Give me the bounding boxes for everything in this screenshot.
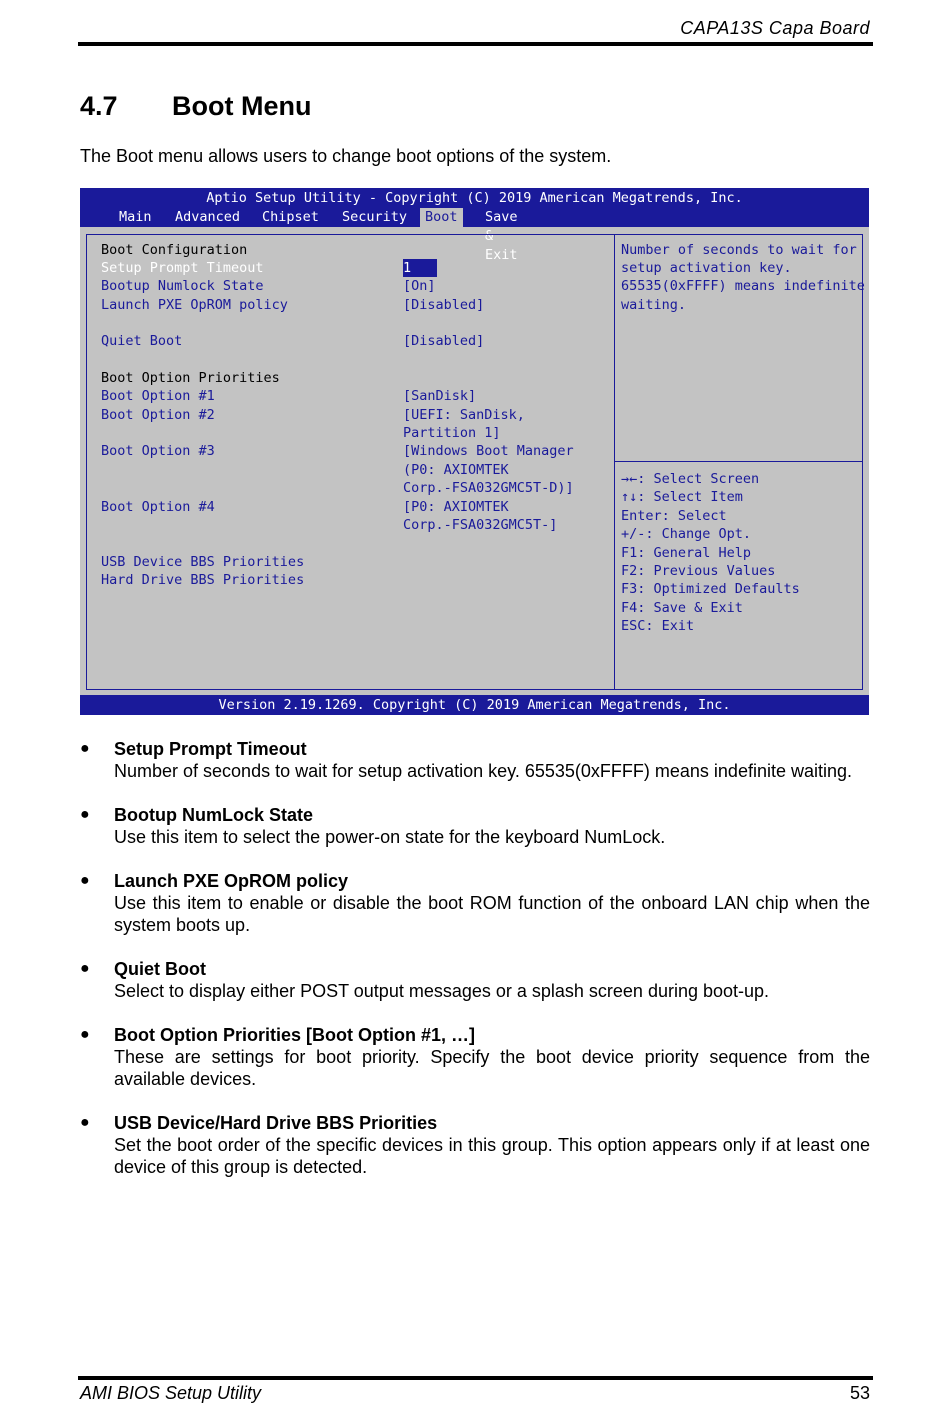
- boot-option-2-item[interactable]: Boot Option #2: [101, 407, 215, 423]
- help-text-line: Number of seconds to wait for: [621, 242, 857, 258]
- hdd-bbs-priorities-item[interactable]: Hard Drive BBS Priorities: [101, 572, 305, 588]
- key-legend-line: F2: Previous Values: [621, 563, 776, 579]
- header-rule: [78, 42, 873, 46]
- list-item: [80, 738, 870, 782]
- key-legend-line: ESC: Exit: [621, 618, 695, 634]
- option-descriptions: [80, 738, 870, 1200]
- list-item-title: Boot Option Priorities [Boot Option #1, …]: [114, 1025, 475, 1045]
- footer-chapter-title: AMI BIOS Setup Utility: [80, 1383, 262, 1403]
- boot-option-4-item[interactable]: Boot Option #4: [101, 499, 215, 515]
- bios-screenshot: [80, 188, 869, 715]
- list-item: [80, 804, 870, 848]
- key-legend-line: →←: Select Screen: [621, 471, 760, 487]
- list-item-title: Launch PXE OpROM policy: [114, 871, 349, 891]
- boot-option-priorities-heading: Boot Option Priorities: [101, 370, 280, 386]
- bios-help-panel: [615, 234, 863, 462]
- list-item-description: These are settings for boot priority. Specify the boot device priority sequence from the available devices.: [114, 1047, 870, 1089]
- setup-prompt-timeout-value[interactable]: 1: [403, 259, 437, 277]
- key-legend-line: F4: Save & Exit: [621, 600, 743, 616]
- tab-main[interactable]: Main: [119, 209, 152, 225]
- list-item-title: USB Device/Hard Drive BBS Priorities: [114, 1113, 438, 1133]
- tab-boot[interactable]: Boot: [420, 208, 463, 227]
- section-number: 4.7: [80, 91, 118, 121]
- page-number: 53: [849, 1383, 870, 1403]
- quiet-boot-value[interactable]: [Disabled]: [403, 333, 485, 349]
- boot-option-3-value-cont: (P0: AXIOMTEK: [403, 462, 509, 478]
- list-item: [80, 1112, 870, 1178]
- tab-security[interactable]: Security: [342, 209, 408, 225]
- list-item-title: Setup Prompt Timeout: [114, 739, 307, 759]
- bullet-icon: ●: [80, 872, 90, 889]
- key-legend-line: F3: Optimized Defaults: [621, 581, 800, 597]
- bullet-icon: ●: [80, 740, 90, 757]
- boot-option-3-value[interactable]: [Windows Boot Manager: [403, 443, 574, 459]
- boot-option-2-value-cont: Partition 1]: [403, 425, 501, 441]
- help-text-line: 65535(0xFFFF) means indefinite: [621, 278, 865, 294]
- section-heading: [80, 91, 311, 122]
- launch-pxe-value[interactable]: [Disabled]: [403, 297, 485, 313]
- list-item-title: Quiet Boot: [114, 959, 206, 979]
- key-legend-line: Enter: Select: [621, 508, 727, 524]
- list-item-description: Select to display either POST output messages or a splash screen during boot-up.: [114, 981, 770, 1001]
- tab-advanced[interactable]: Advanced: [175, 209, 241, 225]
- list-item-description: Number of seconds to wait for setup activation key. 65535(0xFFFF) means indefinite waiting.: [114, 761, 853, 781]
- section-title: Boot Menu: [172, 91, 312, 121]
- list-item-description: Use this item to enable or disable the boot ROM function of the onboard LAN chip when the system boots up.: [114, 893, 870, 935]
- bios-settings-panel: [86, 234, 615, 690]
- boot-option-3-value-cont: Corp.-FSA032GMC5T-D)]: [403, 480, 574, 496]
- list-item: [80, 958, 870, 1002]
- boot-option-2-value[interactable]: [UEFI: SanDisk,: [403, 407, 525, 423]
- list-item-title: Bootup NumLock State: [114, 805, 314, 825]
- document-header-title: CAPA13S Capa Board: [680, 18, 870, 38]
- quiet-boot-item[interactable]: Quiet Boot: [101, 333, 183, 349]
- tab-save-exit[interactable]: Save & Exit: [485, 209, 518, 263]
- list-item-description: Set the boot order of the specific devices in this group. This option appears only if at least one device of this group is detected.: [114, 1135, 870, 1177]
- launch-pxe-item[interactable]: Launch PXE OpROM policy: [101, 297, 288, 313]
- help-text-line: waiting.: [621, 297, 687, 313]
- list-item: [80, 870, 870, 936]
- bootup-numlock-value[interactable]: [On]: [403, 278, 436, 294]
- bullet-icon: ●: [80, 960, 90, 977]
- bios-key-legend: [615, 461, 863, 690]
- help-text-line: setup activation key.: [621, 260, 792, 276]
- bullet-icon: ●: [80, 1026, 90, 1043]
- key-legend-line: F1: General Help: [621, 545, 752, 561]
- key-legend-line: +/-: Change Opt.: [621, 526, 752, 542]
- boot-configuration-heading: Boot Configuration: [101, 242, 248, 258]
- bios-version-bar: Version 2.19.1269. Copyright (C) 2019 American Megatrends, Inc.: [80, 695, 869, 715]
- bios-title: Aptio Setup Utility - Copyright (C) 2019 American Megatrends, Inc.: [206, 190, 743, 206]
- bullet-icon: ●: [80, 806, 90, 823]
- key-legend-line: ↑↓: Select Item: [621, 489, 743, 505]
- tab-chipset[interactable]: Chipset: [262, 209, 319, 225]
- list-item-description: Use this item to select the power-on state for the keyboard NumLock.: [114, 827, 666, 847]
- boot-option-1-item[interactable]: Boot Option #1: [101, 388, 215, 404]
- usb-bbs-priorities-item[interactable]: USB Device BBS Priorities: [101, 554, 305, 570]
- footer-rule: [78, 1376, 873, 1380]
- bullet-icon: ●: [80, 1114, 90, 1131]
- boot-option-4-value-cont: Corp.-FSA032GMC5T-]: [403, 517, 558, 533]
- setup-prompt-timeout-item[interactable]: Setup Prompt Timeout: [101, 260, 264, 276]
- bootup-numlock-item[interactable]: Bootup Numlock State: [101, 278, 264, 294]
- boot-option-3-item[interactable]: Boot Option #3: [101, 443, 215, 459]
- list-item: [80, 1024, 870, 1090]
- boot-option-1-value[interactable]: [SanDisk]: [403, 388, 477, 404]
- section-intro: The Boot menu allows users to change boot options of the system.: [80, 146, 612, 166]
- boot-option-4-value[interactable]: [P0: AXIOMTEK: [403, 499, 509, 515]
